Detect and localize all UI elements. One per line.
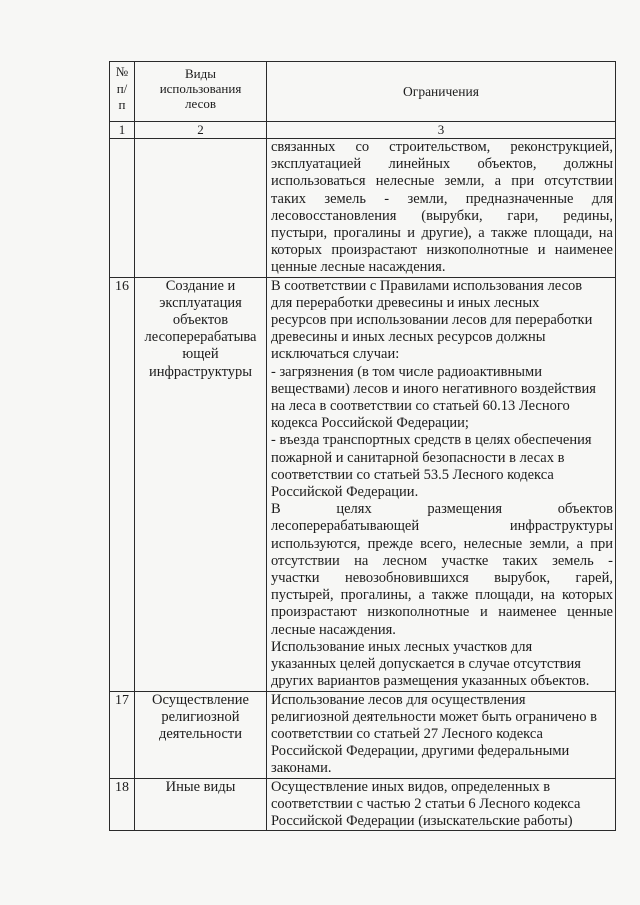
kind-line: Создание и (165, 277, 236, 294)
text-line: древесины и иных лесных ресурсов должны (271, 329, 546, 346)
kind-line: лесоперерабатыва (144, 329, 257, 346)
table-row (110, 691, 616, 778)
text-line: связанных со строительством, реконструкцией, (271, 139, 613, 155)
kind-line: Осуществление (152, 691, 249, 708)
text-line: Использование иных лесных участков для (271, 638, 533, 655)
header-kind-line: использования (159, 81, 242, 96)
text-line: на леса в соответствии со статьей 60.13 Лесного (271, 398, 570, 415)
text-line: пустырей, прогалины, а также площади, на которых (271, 587, 613, 604)
text-line: законами. (271, 760, 332, 777)
text-line: Осуществление иных видов, определенных в (271, 778, 551, 795)
text-line: произрастают низкополнотные и наименее ценные (271, 604, 613, 621)
text-line: эксплуатацией линейных объектов, должны (271, 156, 613, 173)
header-kind-cell (135, 62, 267, 122)
row-number-cell: 17 (110, 691, 135, 778)
text-line: лесоперерабатывающей инфраструктуры (271, 518, 613, 535)
kind-line: эксплуатация (159, 294, 242, 311)
text-line: участки невозобновившихся вырубок, гарей, (271, 570, 613, 587)
text-line: соответствии со статьей 53.5 Лесного кодекса (271, 466, 554, 483)
kind-line: объектов (172, 312, 229, 329)
row-kind-cell (135, 691, 267, 778)
text-line: которых произрастают низкополнотные и наименее (271, 242, 613, 259)
text-line: Российской Федерации. (271, 484, 419, 501)
row-limits-cell (267, 691, 616, 778)
column-number: 1 (110, 122, 135, 139)
table-row (110, 277, 616, 691)
header-number-cell (110, 62, 135, 122)
text-line: для переработки древесины и иных лесных (271, 294, 540, 311)
column-number: 3 (267, 122, 616, 139)
text-line: исключаться случаи: (271, 346, 400, 363)
text-line: кодекса Российской Федерации; (271, 415, 469, 432)
header-limits-cell: Ограничения (267, 62, 616, 122)
text-line: отсутствии на лесном участке таких земель - (271, 552, 613, 569)
column-numbers-row (110, 122, 616, 139)
text-line: пожарной и санитарной безопасности в лесах в (271, 449, 565, 466)
table-row (110, 139, 616, 278)
row-number-cell (110, 139, 135, 278)
table-row (110, 778, 616, 831)
column-number: 2 (135, 122, 267, 139)
row-limits-cell (267, 139, 616, 278)
row-limits-cell (267, 778, 616, 831)
kind-line: Иные виды (165, 778, 236, 795)
row-kind-cell (135, 277, 267, 691)
text-line: указанных целей допускается в случае отсутствия (271, 656, 581, 673)
text-line: ресурсов при использовании лесов для переработки (271, 312, 593, 329)
text-line: лесовосстановления (вырубки, гари, редины, (271, 207, 613, 224)
text-line: таких земель - земли, предназначенные для (271, 190, 613, 207)
row-limits-cell (267, 277, 616, 691)
text-line: Использование лесов для осуществления (271, 691, 526, 708)
kind-line: религиозной (161, 708, 240, 725)
header-kind-line: Виды (185, 66, 216, 81)
text-line: соответствии со статьей 27 Лесного кодекса (271, 725, 543, 742)
text-line: В соответствии с Правилами использования лесов (271, 277, 583, 294)
text-line: - загрязнения (в том числе радиоактивными (271, 363, 542, 380)
row-number-cell: 16 (110, 277, 135, 691)
header-kind-line: лесов (185, 96, 216, 111)
restrictions-table (109, 61, 616, 831)
text-line: ценные лесные насаждения. (271, 259, 446, 276)
kind-line: деятельности (158, 725, 242, 742)
text-line: веществами) лесов и иного негативного воздействия (271, 380, 596, 397)
text-line: - въезда транспортных средств в целях обеспечения (271, 432, 592, 449)
kind-line: инфраструктуры (148, 363, 253, 380)
text-line: других вариантов размещения указанных объектов. (271, 673, 590, 690)
table-header-row (110, 62, 616, 122)
row-number-cell: 18 (110, 778, 135, 831)
header-number-line: п (118, 97, 126, 112)
header-number-line: № (115, 64, 129, 79)
text-line: Российской Федерации, другими федеральными (271, 743, 570, 760)
header-number-line: п/ (116, 80, 128, 96)
kind-line: ющей (182, 346, 219, 363)
text-line: пустыри, прогалины и другие), а также площади, на (271, 225, 613, 242)
text-line: использоваться нелесные земли, а при отсутствии (271, 173, 613, 190)
text-line: соответствии с частью 2 статьи 6 Лесного кодекса (271, 795, 581, 812)
text-line: лесные насаждения. (271, 621, 396, 638)
text-line: религиозной деятельности может быть ограничено в (271, 708, 597, 725)
text-line: В целях размещения объектов (271, 501, 613, 518)
text-line: используются, прежде всего, нелесные земли, а при (271, 535, 613, 552)
row-kind-cell (135, 139, 267, 278)
text-line: Российской Федерации (изыскательские работы) (271, 812, 573, 829)
row-kind-cell (135, 778, 267, 831)
